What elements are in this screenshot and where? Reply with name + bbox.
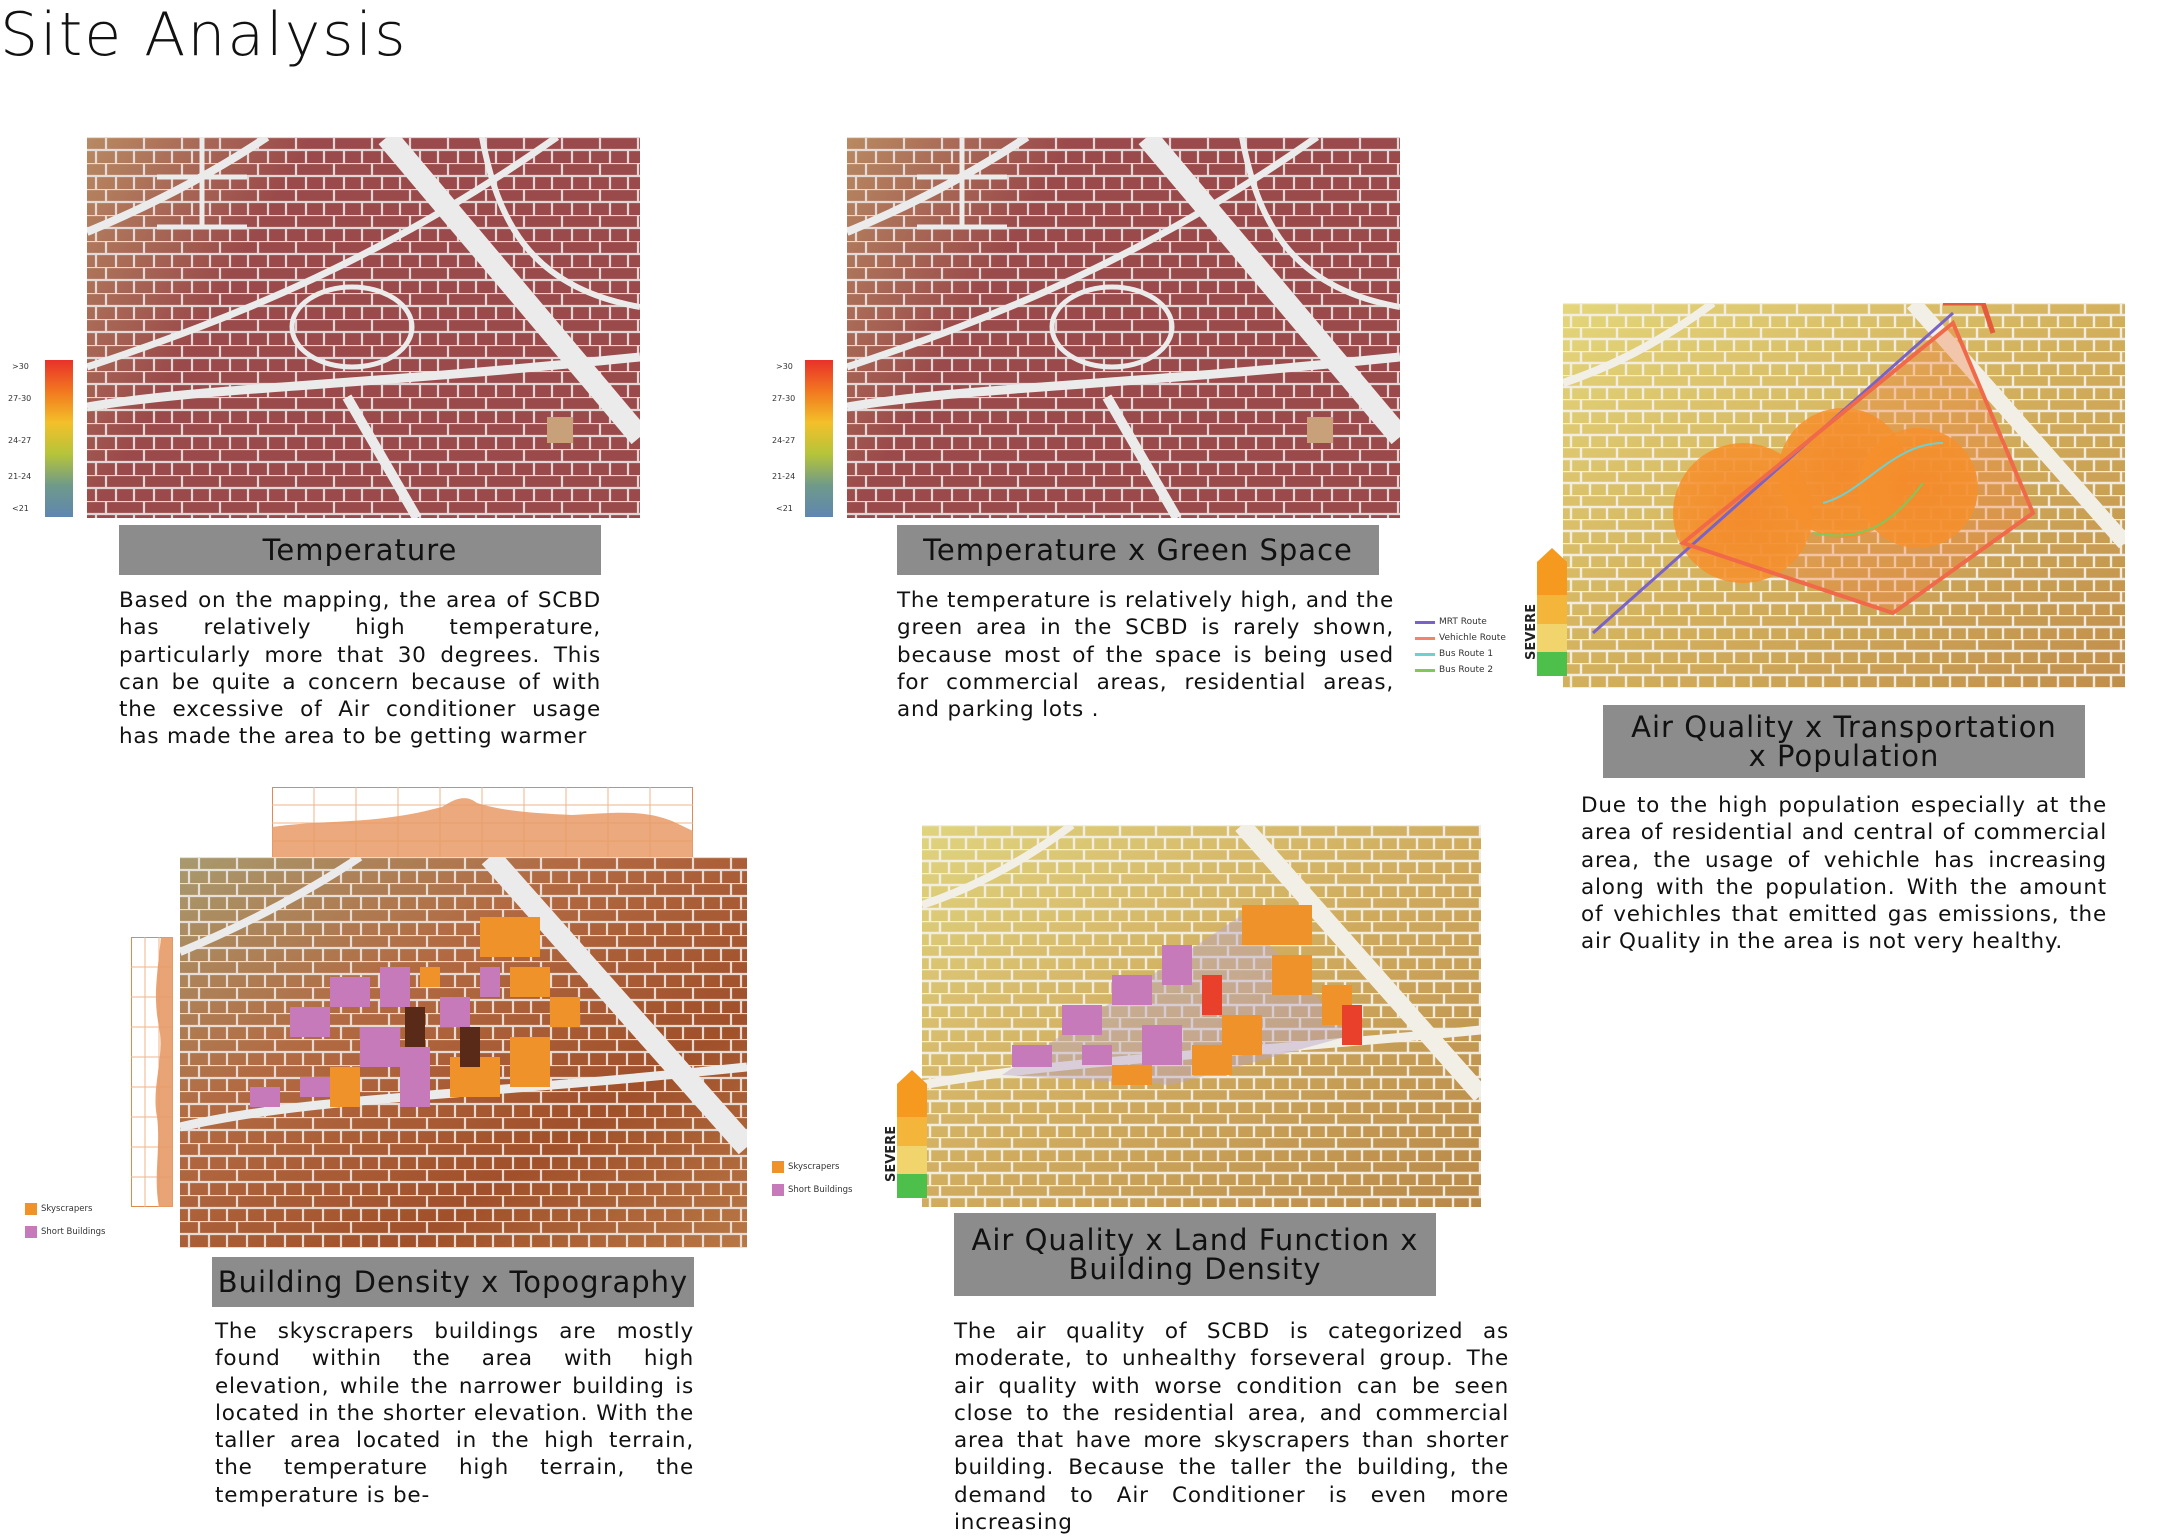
topo-key-short-buildings: Short Buildings	[25, 1226, 105, 1238]
temperature-description: Based on the mapping, the area of SCBD has relatively high temperature, particularly more that 30 degrees. This can be quite a concern because of with the excessive of Air conditioner usage has made the area to be getting warmer	[119, 588, 601, 750]
temp-green-scale-bar	[805, 360, 833, 517]
air-land-severity-scale	[897, 1070, 927, 1198]
temp-green-map	[847, 137, 1400, 518]
temp-scale-tick: 21-24	[8, 472, 32, 481]
topo-key-skyscrapers: Skyscrapers	[25, 1203, 92, 1215]
air-transport-severity-scale	[1537, 548, 1567, 676]
air-transport-caption: Air Quality x Transportation x Population	[1603, 705, 2085, 778]
temp-green-caption: Temperature x Green Space	[897, 525, 1379, 575]
air-transport-map	[1563, 303, 2125, 688]
temp-scale-tick: 27-30	[8, 394, 32, 403]
route-key-mrt: MRT Route	[1415, 617, 1487, 627]
temp-scale-tick: >30	[12, 362, 29, 371]
temp-green-scale-tick: 21-24	[772, 472, 796, 481]
page-title: Site Analysis	[0, 0, 408, 70]
temp-green-scale-tick: 27-30	[772, 394, 796, 403]
air-transport-description: Due to the high population especially at the area of residential and central of commercial area, the usage of vehichle has increasing along with the population. With the amount of vehichles that emitted gas emissions, the air Quality in the area is not very healthy.	[1581, 793, 2107, 955]
route-key-bus2: Bus Route 2	[1415, 665, 1493, 675]
building-topo-map	[180, 857, 747, 1248]
air-land-map	[922, 825, 1481, 1207]
route-key-vehicle: Vehichle Route	[1415, 633, 1506, 643]
topography-section-top	[272, 787, 693, 859]
temp-green-scale-tick: >30	[776, 362, 793, 371]
air-land-caption: Air Quality x Land Function x Building Density	[954, 1213, 1436, 1296]
building-topo-caption: Building Density x Topography	[212, 1257, 694, 1307]
air-land-description: The air quality of SCBD is categorized as moderate, to unhealthy forseveral group. The air quality with worse condition can be seen close to the residential area, and commercial area that have more skyscrapers than shorter building. Because the taller the building, the demand to Air Conditioner is even more increasing	[954, 1319, 1509, 1536]
land-key-short-buildings: Short Buildings	[772, 1184, 852, 1196]
temperature-caption: Temperature	[119, 525, 601, 575]
air-transport-severity-label: SEVERE	[1524, 603, 1539, 660]
temp-scale-tick: 24-27	[8, 436, 32, 445]
temp-green-scale-tick: 24-27	[772, 436, 796, 445]
land-key-skyscrapers: Skyscrapers	[772, 1161, 839, 1173]
topography-section-left	[131, 937, 173, 1207]
temperature-scale-bar	[45, 360, 73, 517]
air-land-severity-label: SEVERE	[884, 1125, 899, 1182]
route-key-bus1: Bus Route 1	[1415, 649, 1493, 659]
building-topo-description: The skyscrapers buildings are mostly found within the area with high elevation, while the narrower building is located in the shorter elevation. With the taller area located in the high terrain, the temperature high terrain, the temperature is be-	[215, 1319, 694, 1508]
temp-green-scale-tick: <21	[776, 504, 793, 513]
temp-scale-tick: <21	[12, 504, 29, 513]
temp-green-description: The temperature is relatively high, and the green area in the SCBD is rarely shown, because most of the space is being used for commercial areas, residential areas, and parking lots .	[897, 588, 1394, 723]
temperature-map	[87, 137, 640, 518]
